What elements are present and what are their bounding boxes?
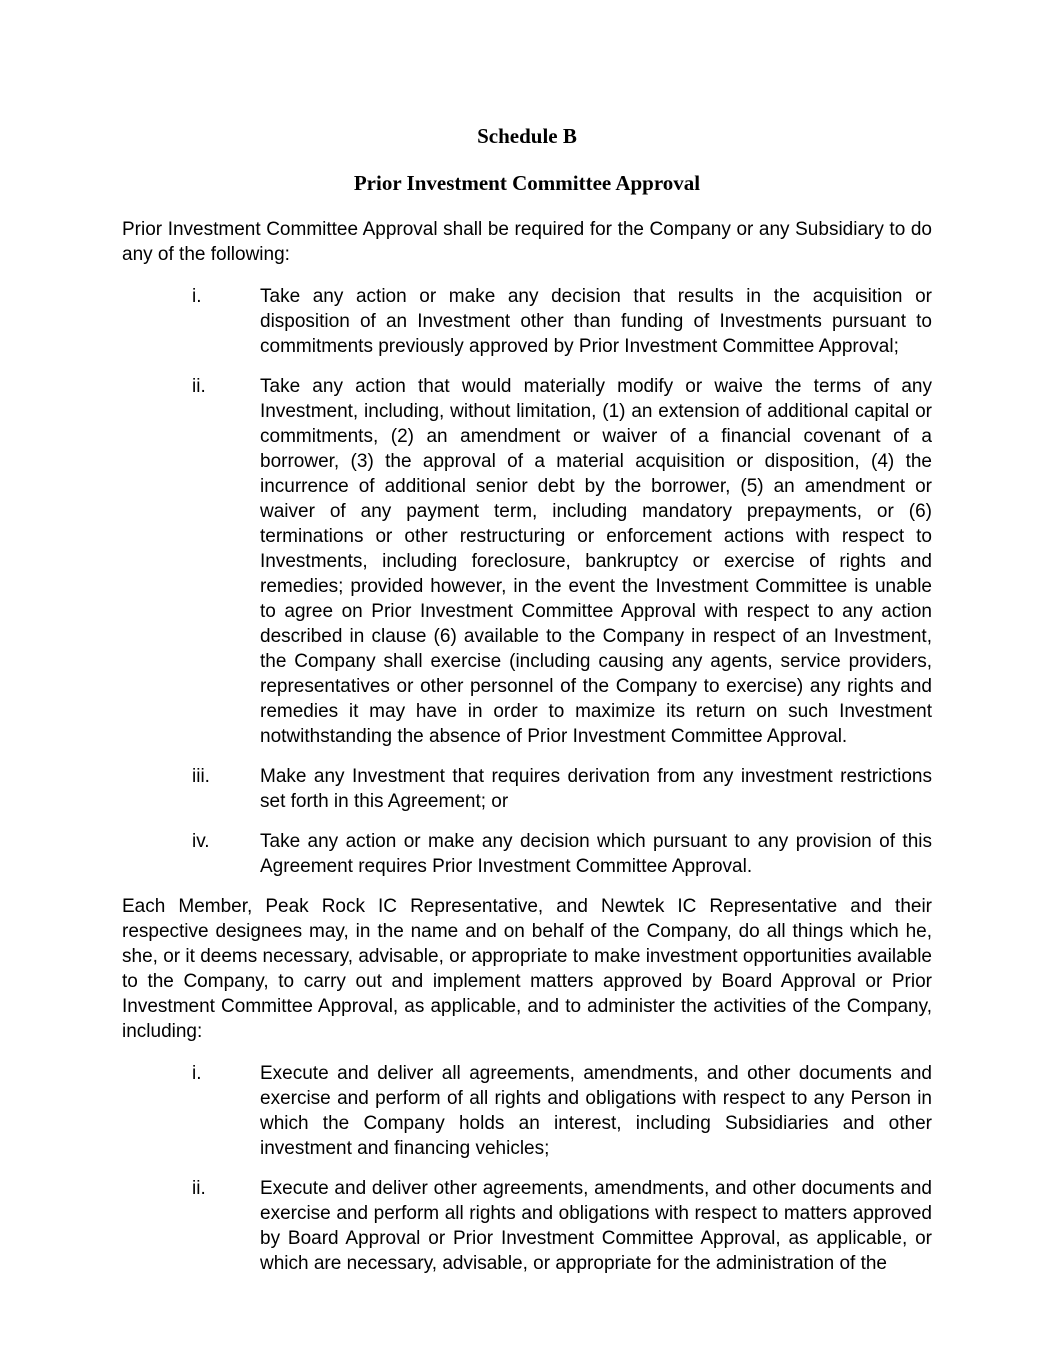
list-item [122,1176,932,1276]
authority-paragraph: Each Member, Peak Rock IC Representative, and Newtek IC Representative and their respective designees may, in the name and on behalf of the Company, do all things which he, she, or it deems necessary, advisable, or appropriate to make investment opportunities available to the Company, to carry out and implement matters approved by Board Approval or Prior Investment Committee Approval, as applicable, and to administer the activities of the Company, including: [122,896,932,1042]
list-marker: ii. [192,1178,206,1199]
list-item [122,1061,932,1161]
schedule-title: Schedule B [477,124,577,148]
intro-paragraph: Prior Investment Committee Approval shall be required for the Company or any Subsidiary to do any of the following: [122,219,932,265]
list-item [122,764,932,814]
list-marker: ii. [192,376,206,397]
list-marker: iv. [192,831,210,852]
list-item-text: Make any Investment that requires derivation from any investment restrictions set forth in this Agreement; or [260,766,932,812]
list-marker: iii. [192,766,210,787]
list-item [122,829,932,879]
schedule-subtitle: Prior Investment Committee Approval [353,171,701,195]
list-item-text: Execute and deliver other agreements, amendments, and other documents and exercise and perform all rights and obligations with respect to matters approved by Board Approval or Prior Investment Committee Approval, as applicable, or which are necessary, advisable, or appropriate for the administration of the [260,1178,932,1274]
list-item [122,284,932,359]
list-item-text: Take any action or make any decision which pursuant to any provision of this Agreement requires Prior Investment Committee Approval. [260,831,932,877]
list-item-text: Take any action or make any decision that results in the acquisition or disposition of an Investment other than funding of Investments pursuant to commitments previously approved by Prior Investment Committee Approval; [260,286,932,357]
list-marker: i. [192,286,202,307]
list-item-text: Execute and deliver all agreements, amendments, and other documents and exercise and perform of all rights and obligations with respect to any Person in which the Company holds an interest, including Subsidiaries and other investment and financing vehicles; [260,1063,932,1159]
authorized-actions-list [122,1061,932,1276]
list-item-text: Take any action that would materially modify or waive the terms of any Investment, including, without limitation, (1) an extension of additional capital or commitments, (2) an amendment or waiver of a financial covenant of a borrower, (3) the approval of a material acquisition or disposition, (4) the incurrence of additional senior debt by the borrower, (5) an amendment or waiver of any payment term, including mandatory prepayments, or (6) terminations or other restructuring or enforcement actions with respect to Investments, including foreclosure, bankruptcy or exercise of rights and remedies; provided however, in the event the Investment Committee is unable to agree on Prior Investment Committee Approval with respect to any action described in clause (6) available to the Company in respect of an Investment, the Company shall exercise (including causing any agents, service providers, representatives or other personnel of the Company to exercise) any rights and remedies it may have in order to maximize its return on such Investment notwithstanding the absence of Prior Investment Committee Approval. [260,376,932,747]
list-item [122,374,932,749]
list-marker: i. [192,1063,202,1084]
restricted-actions-list [122,284,932,879]
